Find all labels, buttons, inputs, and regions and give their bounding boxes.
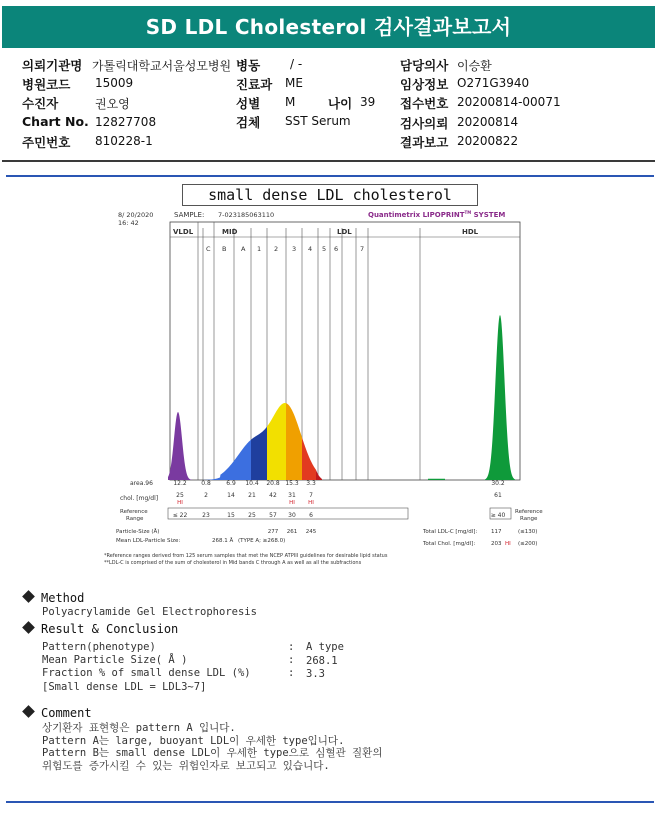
area-label: area.96 <box>130 480 153 487</box>
area-value: 20.8 <box>266 480 280 487</box>
name-value: 권오영 <box>95 97 130 111</box>
comment-heading <box>24 706 92 720</box>
fraction-value: 3.3 <box>306 668 325 680</box>
area-value: 12.2 <box>173 480 187 487</box>
chol-label: chol. [mg/dl] <box>120 495 159 502</box>
mean-type: (TYPE A; ≥268.0) <box>238 538 286 544</box>
clinical-value: O271G3940 <box>457 76 530 90</box>
comment-line-3: Pattern B는 small dense LDL이 우세한 type으로 심혈관 질환의 <box>42 747 383 759</box>
hospital-label: 의뢰기관명 <box>22 58 83 73</box>
code-label: 병원코드 <box>22 77 71 92</box>
band-label: 2 <box>274 245 279 253</box>
report-title: SD LDL Cholesterol 검사결과보고서 <box>145 15 512 39</box>
fraction-label: Fraction % of small dense LDL (%) <box>42 667 251 679</box>
doctor-label: 담당의사 <box>400 58 449 73</box>
size-value: 268.1 <box>306 655 338 667</box>
result-heading-text: Result & Conclusion <box>41 622 179 636</box>
report-date-value: 20200822 <box>457 134 519 148</box>
ward-value: / - <box>290 57 303 71</box>
chart-date: 8/ 20/2020 <box>118 211 154 219</box>
mid-a-peak <box>251 427 267 480</box>
area-value: 6.9 <box>226 480 236 487</box>
area-value: 0.8 <box>201 480 211 487</box>
comment-line-1: 상기환자 표현형은 pattern A 입니다. <box>42 722 236 734</box>
band-label: 5 <box>322 245 327 253</box>
mean-label: Mean LDL-Particle Size: <box>116 538 181 544</box>
dept-label: 진료과 <box>236 77 273 92</box>
psize-value: 261 <box>286 529 298 535</box>
blue-rule-bottom <box>6 801 654 803</box>
ldl3-peak <box>302 437 316 480</box>
chol-value: 25 <box>176 492 184 499</box>
sex-label: 성별 <box>236 96 261 111</box>
age-value: 39 <box>360 95 376 109</box>
total-ldl-value: 117 <box>491 529 502 535</box>
chart-brand-suffix: SYSTEM <box>471 211 506 219</box>
total-chol-value: 203 <box>491 541 502 547</box>
ldl2-peak <box>286 403 302 480</box>
ref-value: ≥ 40 <box>490 512 506 519</box>
chart-brand <box>368 210 505 219</box>
ref-value: ≤ 22 <box>172 512 188 519</box>
psize-value: 277 <box>267 529 279 535</box>
chart-report-title: small dense LDL cholesterol <box>182 184 478 206</box>
report-title-banner <box>2 6 655 48</box>
method-heading-text: Method <box>41 591 85 605</box>
area-value: 10.4 <box>245 480 259 487</box>
request-label: 검사의뢰 <box>400 116 449 131</box>
area-value: 15.3 <box>285 480 299 487</box>
pattern-value: A type <box>306 641 344 653</box>
age-label: 나이 <box>328 96 353 111</box>
psize-value: 245 <box>305 529 317 535</box>
chart-label: Chart No. <box>22 114 89 129</box>
zone-mid: MID <box>222 228 238 236</box>
pattern-colon: : <box>288 641 295 653</box>
footnote-1: *Reference ranges derived from 125 serum samples that met the NCEP ATPIII guidelines for desirable lipid status <box>104 553 388 559</box>
band-label: 4 <box>308 245 313 253</box>
band-label: A <box>241 245 246 253</box>
ref-value: 6 <box>309 512 313 519</box>
blue-rule-top <box>6 175 654 177</box>
diamond-bullet-icon <box>22 621 35 634</box>
name-label: 수진자 <box>22 96 59 111</box>
hospital-value: 가톨릭대학교서울성모병원 <box>92 59 232 73</box>
receipt-value: 20200814-00071 <box>457 95 561 109</box>
doctor-value: 이승환 <box>457 59 492 73</box>
dept-value: ME <box>285 76 303 90</box>
hdl-peak <box>485 315 515 480</box>
chol-value: 2 <box>204 492 208 499</box>
chart-brand-name: Quantimetrix LIPOPRINT <box>368 211 465 219</box>
vldl-peak <box>168 412 192 480</box>
total-chol-flag: HI <box>505 541 511 547</box>
total-ldl-label: Total LDL-C [mg/dl]: <box>423 529 478 535</box>
diamond-bullet-icon <box>22 590 35 603</box>
ldl1-peak <box>267 403 286 480</box>
ref-label-1: Reference <box>120 509 148 515</box>
rrn-label: 주민번호 <box>22 135 71 150</box>
ref-value: 30 <box>288 512 296 519</box>
total-chol-ref: (≤200) <box>518 541 538 547</box>
fraction-colon: : <box>288 667 295 679</box>
result-heading <box>24 622 178 636</box>
ref-value: 57 <box>269 512 277 519</box>
area-value: 3.3 <box>306 480 316 487</box>
chart-frame <box>170 222 520 480</box>
chol-flag: HI <box>289 500 295 506</box>
size-colon: : <box>288 654 295 666</box>
chart-brand-tm: TM <box>464 210 472 215</box>
pattern-label: Pattern(phenotype) <box>42 641 156 653</box>
total-ldl-ref: (≤130) <box>518 529 538 535</box>
band-label: B <box>222 245 227 253</box>
area-value: 30.2 <box>491 480 505 487</box>
ldl4-peak <box>316 470 322 480</box>
comment-line-4: 위험도를 증가시킬 수 있는 위험인자로 보고되고 있습니다. <box>42 760 330 772</box>
band-label: 7 <box>360 245 365 253</box>
chol-value: 42 <box>269 492 277 499</box>
mid-peak <box>203 440 251 480</box>
size-label: Mean Particle Size( Å ) <box>42 654 188 666</box>
comment-heading-text: Comment <box>41 706 92 720</box>
lipoprint-chart <box>100 204 560 568</box>
chart-sample-label: SAMPLE: <box>174 211 205 219</box>
band-label: C <box>206 245 211 253</box>
psize-label: Particle-Size (Å) <box>116 529 160 535</box>
fraction-note: [Small dense LDL = LDL3~7] <box>42 681 207 693</box>
method-text: Polyacrylamide Gel Electrophoresis <box>42 606 257 618</box>
chol-flag: HI <box>308 500 314 506</box>
clinical-label: 임상정보 <box>400 77 449 92</box>
ref-value: 25 <box>248 512 256 519</box>
zone-ldl: LDL <box>337 228 352 236</box>
chol-flag: HI <box>177 500 183 506</box>
chol-value: 14 <box>227 492 235 499</box>
comment-line-2: Pattern A는 large, buoyant LDL이 우세한 type입니다. <box>42 735 345 747</box>
method-heading <box>24 591 84 605</box>
specimen-label: 검체 <box>236 115 261 130</box>
baseline-blip <box>428 479 445 480</box>
ref-label-2: Range <box>126 516 144 522</box>
chart-time: 16: 42 <box>118 219 139 227</box>
ref-right-2: Range <box>520 516 538 522</box>
mean-value: 268.1 Å <box>212 538 234 544</box>
divider-line <box>2 160 655 162</box>
chol-value: 31 <box>288 492 296 499</box>
band-label: 6 <box>334 245 339 253</box>
sex-value: M <box>285 95 296 109</box>
request-value: 20200814 <box>457 115 519 129</box>
total-chol-label: Total Chol. [mg/dl]: <box>423 541 476 547</box>
chart-sample-id: 7-023185063110 <box>218 211 275 219</box>
ward-label: 병동 <box>236 58 261 73</box>
receipt-label: 접수번호 <box>400 96 449 111</box>
report-date-label: 결과보고 <box>400 135 449 150</box>
specimen-value: SST Serum <box>285 114 351 128</box>
ref-right-1: Reference <box>515 509 543 515</box>
code-value: 15009 <box>95 76 134 90</box>
chart-value: 12827708 <box>95 115 157 129</box>
chol-value: 61 <box>494 492 502 499</box>
chol-value: 21 <box>248 492 256 499</box>
diamond-bullet-icon <box>22 705 35 718</box>
chol-value: 7 <box>309 492 313 499</box>
footnote-2: **LDL-C is comprised of the sum of cholesterol in Mid bands C through A as well as all the subfractions <box>104 560 362 566</box>
zone-vldl: VLDL <box>173 228 194 236</box>
zone-hdl: HDL <box>462 228 479 236</box>
ref-value: 15 <box>227 512 235 519</box>
ref-value: 23 <box>202 512 210 519</box>
band-label: 1 <box>257 245 262 253</box>
band-label: 3 <box>292 245 297 253</box>
rrn-value: 810228-1 <box>95 134 153 148</box>
